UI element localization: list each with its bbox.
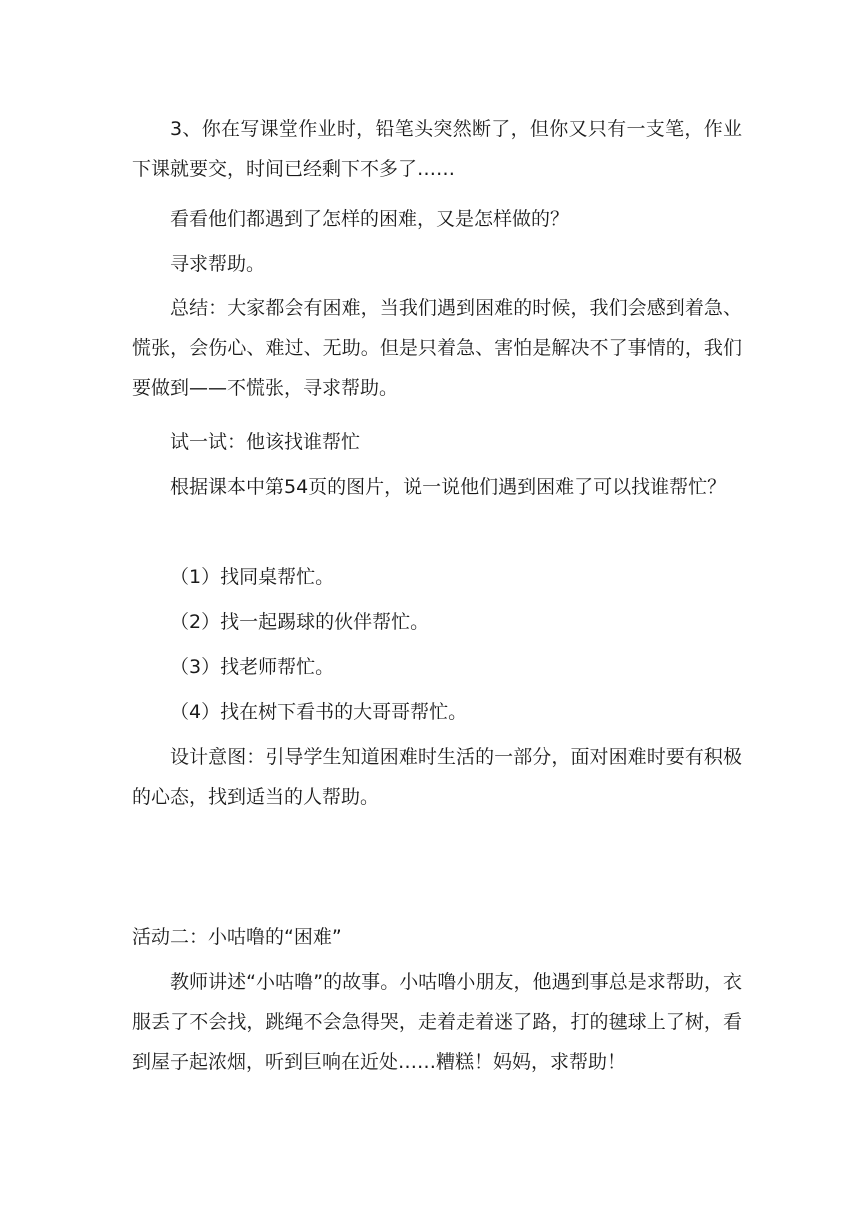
- answer-paragraph: 寻求帮助。: [170, 253, 266, 275]
- question-paragraph: 看看他们都遇到了怎样的困难，又是怎样做的？: [170, 208, 570, 230]
- try-it-heading: 试一试：他该找谁帮忙: [170, 431, 361, 453]
- design-intent-paragraph: 设计意图：引导学生知道困难时生活的一部分，面对困难时要有积极的心态，找到适当的人帮助。: [132, 746, 742, 808]
- scenario-paragraph: 3、你在写课堂作业时，铅笔头突然断了，但你又只有一支笔，作业下课就要交，时间已经剩下不多了……: [132, 118, 742, 180]
- list-item: （4）找在树下看书的大哥哥帮忙。: [170, 701, 468, 723]
- summary-paragraph: 总结：大家都会有困难，当我们遇到困难的时候，我们会感到着急、慌张，会伤心、难过、无助。但是只着急、害怕是解决不了事情的，我们要做到——不慌张，寻求帮助。: [132, 297, 742, 399]
- list-item: （2）找一起踢球的伙伴帮忙。: [170, 611, 430, 633]
- activity-heading: 活动二：小咕噜的“困难”: [132, 926, 342, 948]
- activity-story-paragraph: 教师讲述“小咕噜”的故事。小咕噜小朋友，他遇到事总是求帮助，衣服丢了不会找，跳绳不会急得哭，走着走着迷了路，打的毽球上了树，看到屋子起浓烟，听到巨响在近处……糟糕！妈妈，求帮助！: [132, 971, 742, 1073]
- instruction-paragraph: 根据课本中第54页的图片，说一说他们遇到困难了可以找谁帮忙？: [170, 476, 727, 498]
- list-item: （3）找老师帮忙。: [170, 656, 335, 678]
- list-item: （1）找同桌帮忙。: [170, 566, 335, 588]
